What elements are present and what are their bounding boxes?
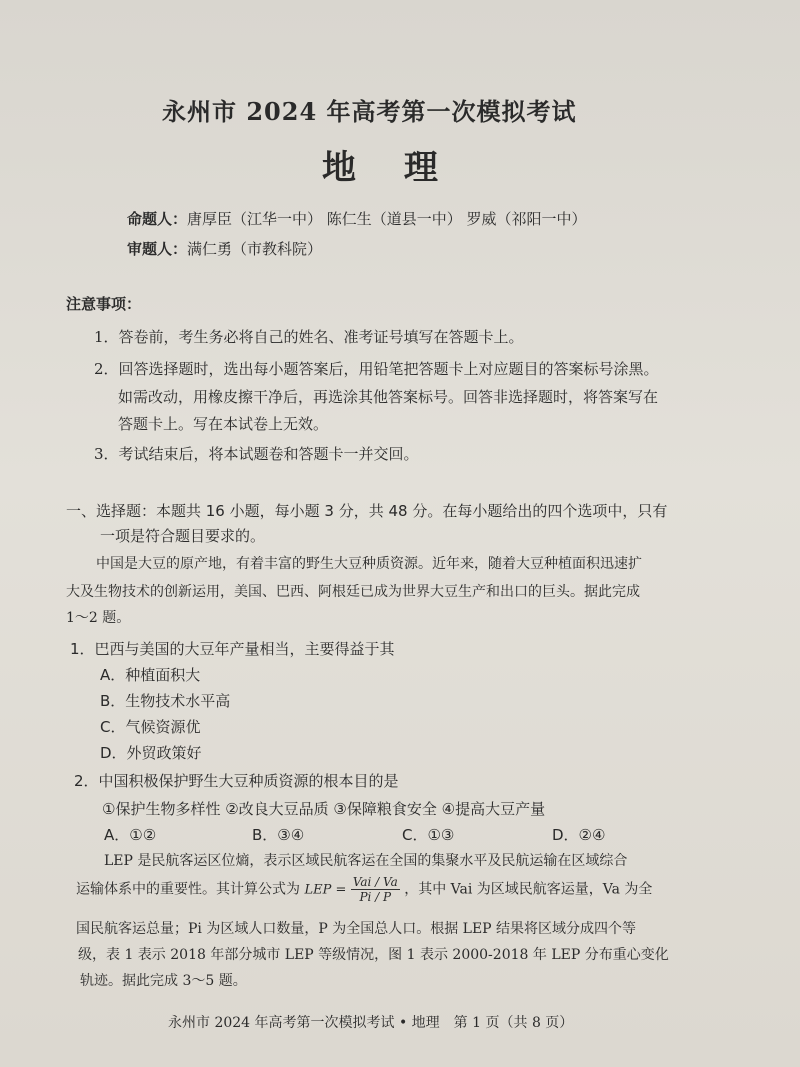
lep-formula-lhs: LEP = [304,882,347,898]
q1-option-a: A．种植面积大 [100,666,201,684]
q2-option-d: D．②④ [552,826,606,844]
section-heading-cont: 一项是符合题目要求的。 [100,527,266,545]
authors-line [127,208,587,229]
authors-label: 命题人： [127,210,188,228]
authors-value: 唐厚臣（江华一中） 陈仁生（道县一中） 罗威（祁阳一中） [187,210,587,228]
q2-option-c: C．①③ [402,826,455,844]
q2-option-b: B．③④ [252,826,305,844]
q1-option-c: C．气候资源优 [100,718,201,736]
passage2-line2-post: ，其中 Vai 为区域民航客运量，Va 为全 [404,881,653,898]
passage2-line2 [76,875,652,904]
q2-option-a: A．①② [104,826,157,844]
q1-option-d: D．外贸政策好 [100,744,202,762]
reviewer-value: 满仁勇（市教科院） [187,240,323,258]
passage1-line3: 1～2 题。 [66,610,131,626]
notice-heading: 注意事项： [66,295,142,313]
lep-formula-denominator: Pi / P [359,890,392,904]
q1-option-b: B．生物技术水平高 [100,692,231,710]
q1-stem: 1．巴西与美国的大豆年产量相当，主要得益于其 [70,640,395,658]
passage2-line1: LEP 是民航客运区位熵，表示区域民航客运在全国的集聚水平及民航运输在区域综合 [104,853,628,869]
subject-title: 地 理 [322,148,456,188]
exam-title: 永州市 2024 年高考第一次模拟考试 [162,97,577,126]
reviewer-line [127,238,322,259]
section-heading: 一、选择题：本题共 16 小题，每小题 3 分，共 48 分。在每小题给出的四个选项中，只有 [66,502,668,520]
passage1-line1: 中国是大豆的原产地，有着丰富的野生大豆种质资源。近年来，随着大豆种植面积迅速扩 [96,556,642,572]
passage2-line5: 轨迹。据此完成 3～5 题。 [80,973,247,989]
notice-item-3: 3．考试结束后，将本试题卷和答题卡一并交回。 [94,445,419,463]
q2-items: ①保护生物多样性 ②改良大豆品质 ③保障粮食安全 ④提高大豆产量 [102,800,546,818]
lep-formula-numerator: Vai / Va [352,875,398,889]
lep-formula-fraction [351,875,400,904]
notice-item-2-cont2: 答题卡上。写在本试卷上无效。 [118,415,329,433]
notice-item-1: 1．答卷前，考生务必将自己的姓名、准考证号填写在答题卡上。 [94,328,524,346]
notice-item-2-cont: 如需改动，用橡皮擦干净后，再选涂其他答案标号。回答非选择题时，将答案写在 [118,388,659,406]
passage2-line3: 国民航客运总量；Pi 为区域人口数量，P 为全国总人口。根据 LEP 结果将区域分成四个等 [76,921,637,937]
reviewer-label: 审题人： [127,240,188,258]
passage2-line2-pre: 运输体系中的重要性。其计算公式为 [76,881,300,898]
notice-item-2: 2．回答选择题时，选出每小题答案后，用铅笔把答题卡上对应题目的答案标号涂黑。 [94,360,659,378]
passage1-line2: 大及生物技术的创新运用，美国、巴西、阿根廷已成为世界大豆生产和出口的巨头。据此完成 [66,584,640,600]
q2-stem: 2．中国积极保护野生大豆种质资源的根本目的是 [74,772,399,790]
passage2-line4: 级，表 1 表示 2018 年部分城市 LEP 等级情况，图 1 表示 2000-2018 年 LEP 分布重心变化 [78,947,669,963]
page-footer: 永州市 2024 年高考第一次模拟考试 • 地理 第 1 页（共 8 页） [168,1015,574,1031]
